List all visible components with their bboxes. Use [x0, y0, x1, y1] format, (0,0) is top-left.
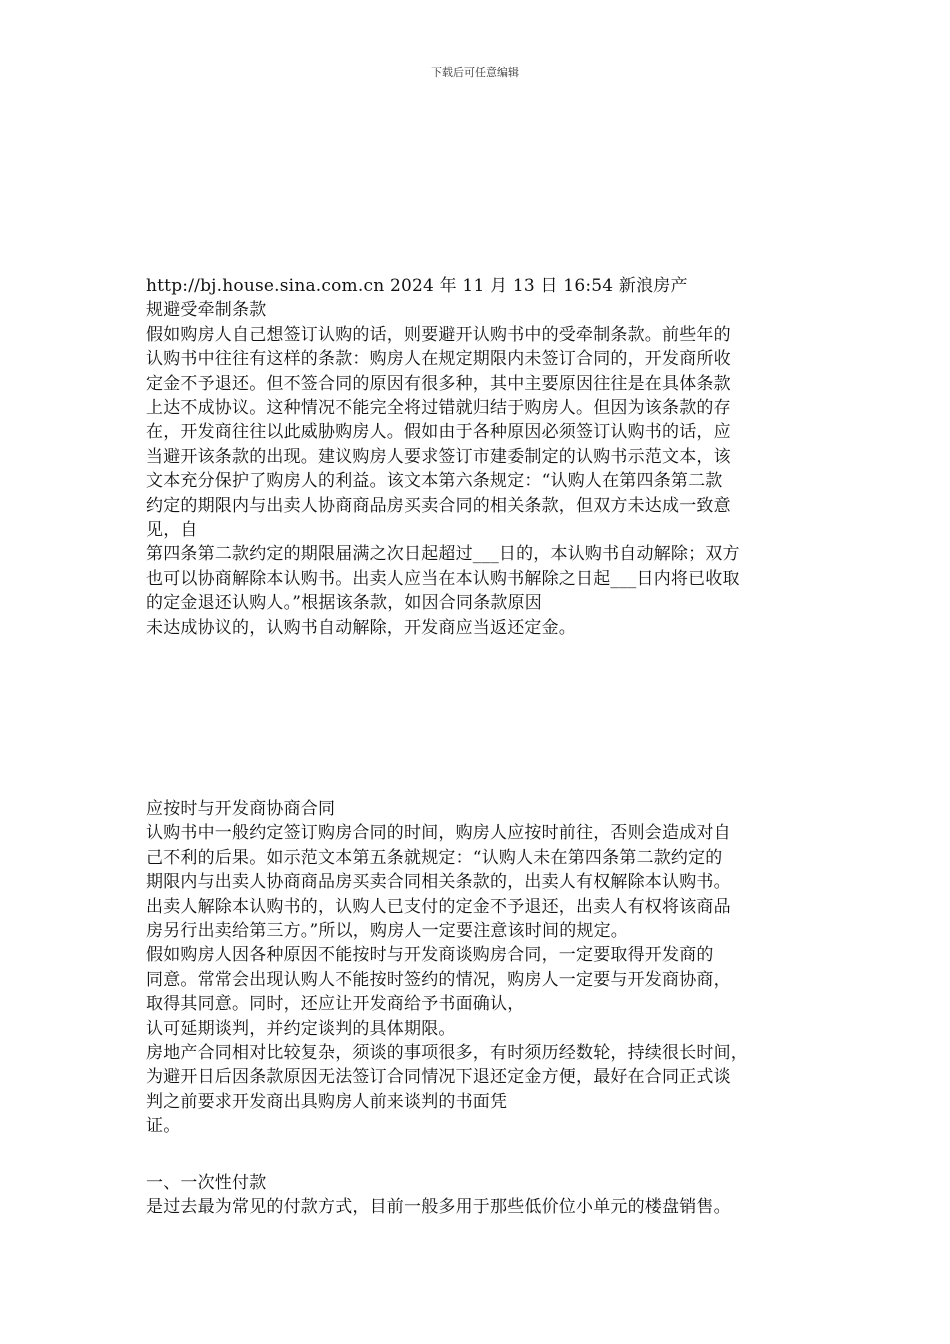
source-line: http://bj.house.sina.com.cn 2024 年 11 月 13 日 16:54 新浪房产	[146, 276, 688, 296]
paragraph-line: 证。	[146, 1116, 181, 1137]
paragraph-line: 文本充分保护了购房人的利益。该文本第六条规定：“认购人在第四条第二款	[146, 471, 723, 492]
paragraph-line: 也可以协商解除本认购书。出卖人应当在本认购书解除之日起___日内将已收取	[146, 568, 740, 589]
section-heading: 应按时与开发商协商合同	[146, 799, 336, 819]
paragraph-line: 认购书中往往有这样的条款：购房人在规定期限内未签订合同的，开发商所收	[146, 349, 731, 370]
paragraph-line: 期限内与出卖人协商商品房买卖合同相关条款的，出卖人有权解除本认购书。	[146, 872, 731, 893]
paragraph-line: 判之前要求开发商出具购房人前来谈判的书面凭	[146, 1091, 508, 1112]
paragraph-line: 当避开该条款的出现。建议购房人要求签订市建委制定的认购书示范文本，该	[146, 446, 731, 467]
section-1	[146, 274, 826, 640]
paragraph-line: 己不利的后果。如示范文本第五条就规定：“认购人未在第四条第二款约定的	[146, 847, 723, 868]
paragraph-line: 未达成协议的，认购书自动解除，开发商应当返还定金。	[146, 617, 576, 638]
section-heading: 一、一次性付款	[146, 1173, 267, 1193]
paragraph-line: 认购书中一般约定签订购房合同的时间，购房人应按时前往，否则会造成对自	[146, 823, 731, 844]
paragraph-line: 在，开发商往往以此威胁购房人。假如由于各种原因必须签订认购书的话，应	[146, 422, 731, 443]
paragraph-line: 见，自	[146, 520, 198, 541]
paragraph-line: 约定的期限内与出卖人协商商品房买卖合同的相关条款，但双方未达成一致意	[146, 495, 731, 516]
paragraph-line: 第四条第二款约定的期限届满之次日起超过___日的，本认购书自动解除；双方	[146, 544, 740, 565]
paragraph-line: 是过去最为常见的付款方式，目前一般多用于那些低价位小单元的楼盘销售。	[146, 1197, 731, 1218]
paragraph-line: 的定金退还认购人。”根据该条款，如因合同条款原因	[146, 593, 542, 614]
paragraph-line: 定金不予退还。但不签合同的原因有很多种，其中主要原因往往是在具体条款	[146, 373, 731, 394]
paragraph-line: 上达不成协议。这种情况不能完全将过错就归结于购房人。但因为该条款的存	[146, 398, 731, 419]
paragraph-line: 假如购房人自己想签订认购的话，则要避开认购书中的受牵制条款。前些年的	[146, 324, 731, 345]
paragraph-line: 房地产合同相对比较复杂，须谈的事项很多，有时须历经数轮，持续很长时间，	[146, 1043, 748, 1064]
section-2	[146, 797, 826, 1139]
paragraph-line: 出卖人解除本认购书的，认购人已支付的定金不予退还，出卖人有权将该商品	[146, 896, 731, 917]
paragraph-line: 同意。常常会出现认购人不能按时签约的情况，购房人一定要与开发商协商，	[146, 969, 731, 990]
paragraph-line: 房另行出卖给第三方。”所以，购房人一定要注意该时间的规定。	[146, 921, 628, 942]
section-3	[146, 1171, 826, 1220]
paragraph-line: 为避开日后因条款原因无法签订合同情况下退还定金方便，最好在合同正式谈	[146, 1067, 731, 1088]
paragraph-line: 取得其同意。同时，还应让开发商给予书面确认，	[146, 994, 525, 1015]
header-note: 下载后可任意编辑	[431, 66, 519, 79]
paragraph-line: 认可延期谈判，并约定谈判的具体期限。	[146, 1018, 456, 1039]
paragraph-line: 假如购房人因各种原因不能按时与开发商谈购房合同，一定要取得开发商的	[146, 945, 714, 966]
section-heading: 规避受牵制条款	[146, 300, 267, 321]
